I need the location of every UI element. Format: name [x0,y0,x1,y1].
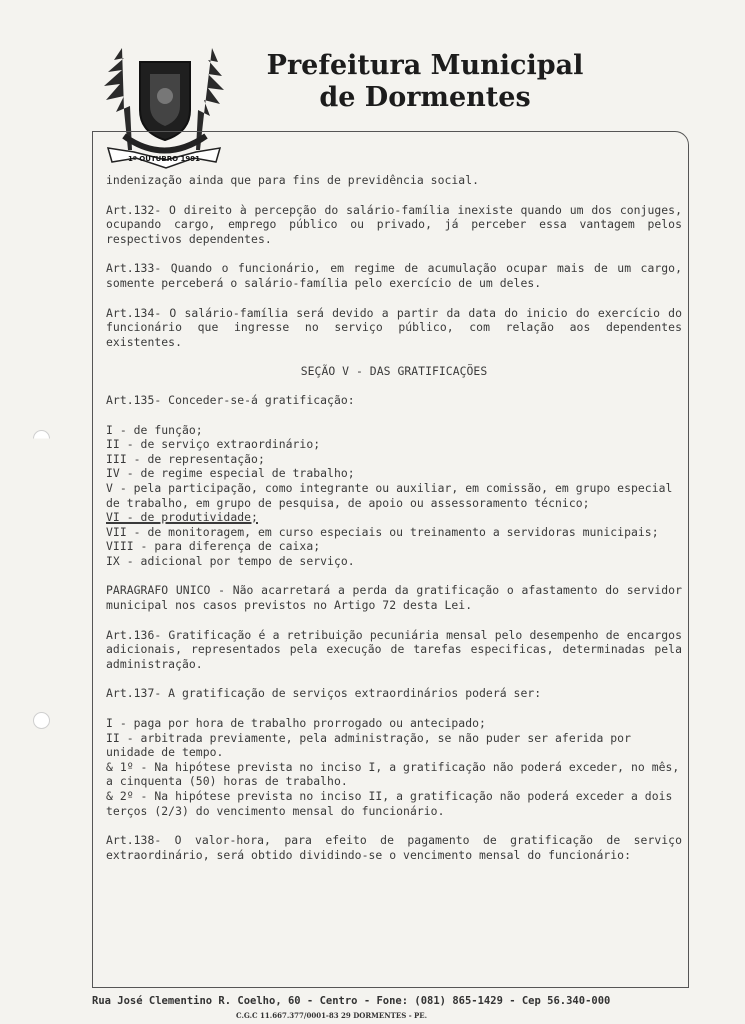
list-item: VII - de monitoragem, em curso especiais ou treinamento a servidoras municipais; [106,524,659,539]
footer-cgc: C.G.C 11.667.377/0001-83 29 DORMENTES - PE. [236,1011,428,1020]
list-item: V - pela participação, como integrante ou auxiliar, em comissão, em grupo especial de trabalho, em grupo de pesquisa, de apoio ou assessoramento técnico; [106,480,673,510]
list-item: IV - de regime especial de trabalho; [106,466,355,481]
extraordinary-list [106,716,682,818]
title-line-2: de Dormentes [319,82,531,113]
list-item: I - de função; [106,422,203,437]
gratification-list [106,423,682,569]
paragraph-art-132: Art.132- O direito à percepção do salário-família inexiste quando um dos conjuges, ocupando cargo, emprego público ou privado, já perceber essa vantagem pelos respectivos dependentes. [106,202,682,246]
document-body [106,173,682,877]
paragraph-art-138: Art.138- O valor-hora, para efeito de pagamento de gratificação de serviço extraordinário, será obtido dividindo-se o vencimento mensal do funcionário: [106,833,682,862]
list-item: & 2º - Na hipótese prevista no inciso II, a gratificação não poderá exceder a dois terços (2/3) do vencimento mensal do funcionário. [106,789,673,818]
paragraph-art-137: Art.137- A gratificação de serviços extraordinários poderá ser: [106,686,542,701]
list-item: II - arbitrada previamente, pela administração, se não puder ser aferida por unidade de tempo. [106,730,631,760]
list-item: & 1º - Na hipótese prevista no inciso I, a gratificação não poderá exceder, no mês, a cinquenta (50) horas de trabalho. [106,759,680,789]
title-line-1: Prefeitura Municipal [266,50,584,81]
list-item: I - paga por hora de trabalho prorrogado ou antecipado; [106,716,486,731]
list-item-underlined: VI - de produtividade; [106,510,258,525]
crest-ribbon-text: 1º OUTUBRO 1991 [128,155,200,163]
list-item: VIII - para diferença de caixa; [106,539,321,554]
list-item: III - de representação; [106,451,265,466]
paragraph-art-135: Art.135- Conceder-se-á gratificação: [106,392,355,407]
paragraph-art-136: Art.136- Gratificação é a retribuição pecuniária mensal pelo desempenho de encargos adicionais, representados pela execução de tarefas especificas, determinadas pela administração. [106,627,682,671]
paragraph-art-134: Art.134- O salário-família será devido a partir da data do inicio do exercício do funcionário que ingresse no serviço público, com relação aos dependentes existentes. [106,305,682,349]
paragraph-unico: PARAGRAFO UNICO - Não acarretará a perda da gratificação o afastamento do servidor municipal nos casos previstos no Artigo 72 desta Lei. [106,583,682,613]
footer-address: Rua José Clementino R. Coelho, 60 - Centro - Fone: (081) 865-1429 - Cep 56.340-000 [92,995,611,1007]
punch-hole-top [33,430,50,447]
list-item: II - de serviço extraordinário; [106,437,321,452]
paragraph-art-133: Art.133- Quando o funcionário, em regime de acumulação ocupar mais de um cargo, somente perceberá o salário-família pelo exercício de um deles. [106,261,682,290]
list-item: IX - adicional por tempo de serviço. [106,553,355,568]
page-title [260,50,590,114]
punch-hole-bottom [33,712,50,729]
section-heading: SEÇÃO V - DAS GRATIFICAÇÕES [300,364,488,379]
paragraph-continuation: indenização ainda que para fins de previdência social. [106,173,480,187]
